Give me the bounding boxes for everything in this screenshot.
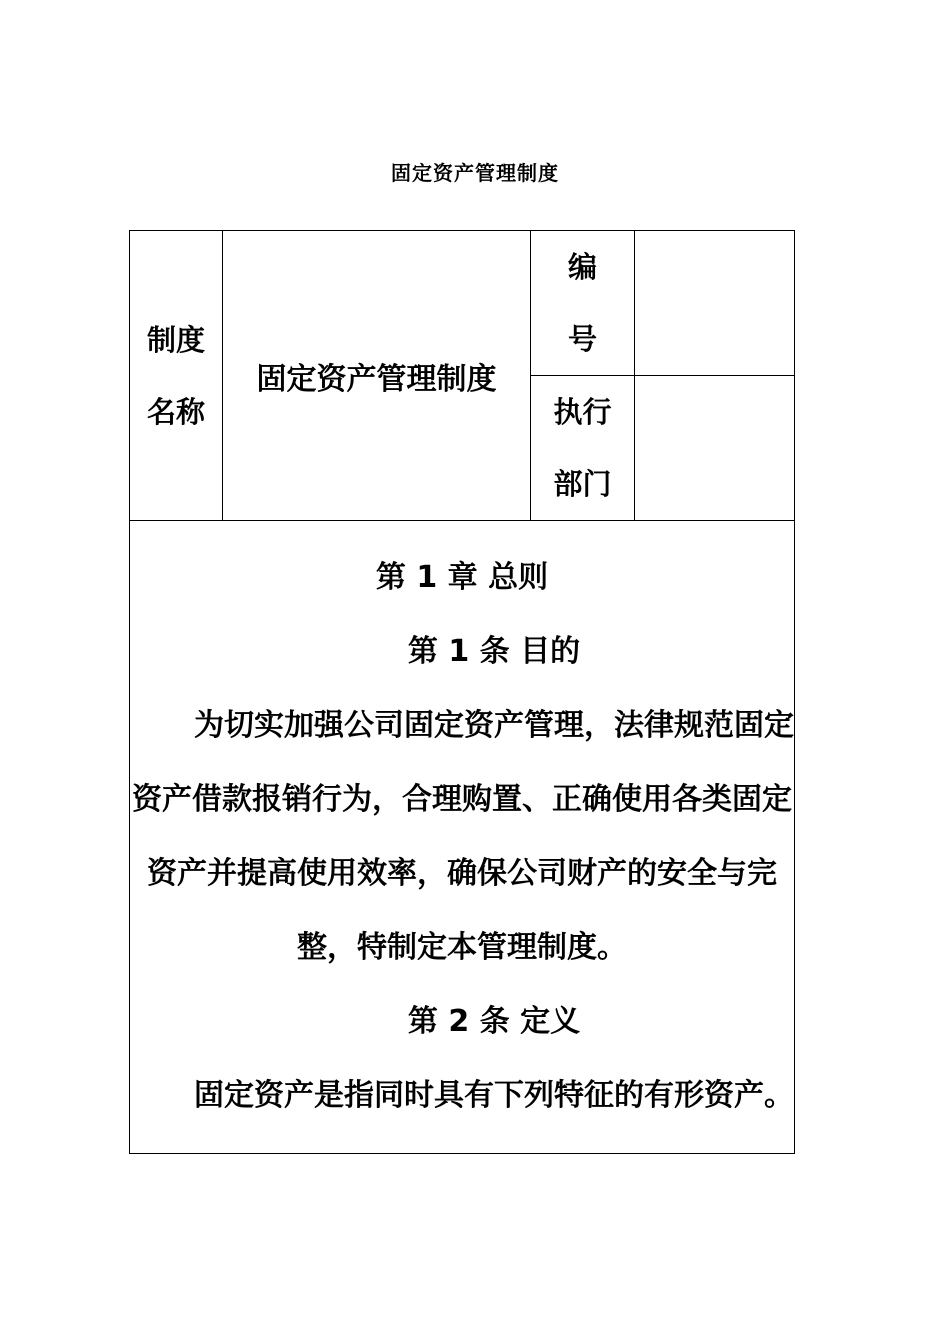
- article-2-heading: 第 2 条 定义: [407, 1004, 581, 1039]
- article-2-text: 固定资产是指同时具有下列特征的有形资产。: [194, 1078, 794, 1113]
- department-value-cell: [635, 376, 795, 521]
- chapter-heading: 第 1 章 总则: [375, 560, 549, 595]
- regulation-name-value: 固定资产管理制度: [223, 231, 531, 521]
- article-1-text: 为切实加强公司固定资产管理，法律规范固定资产借款报销行为，合理购置、正确使用各类固定资产并提高使用效率，确保公司财产的安全与完整，特制定本管理制度。: [132, 708, 794, 965]
- document-title: 固定资产管理制度: [391, 161, 559, 185]
- department-label-line1: 执行: [553, 395, 612, 429]
- regulation-body-cell: [130, 521, 795, 1154]
- department-label-cell: [531, 376, 635, 521]
- number-value-cell: [635, 231, 795, 376]
- article-1-heading: 第 1 条 目的: [407, 634, 581, 669]
- regulation-name-label-line1: 制度: [146, 322, 205, 357]
- number-label-line2: 号: [567, 322, 597, 356]
- number-label-line1: 编: [567, 250, 597, 284]
- regulation-name-label-line2: 名称: [146, 394, 205, 429]
- regulation-table: [129, 230, 795, 1154]
- regulation-name-label-cell: [130, 231, 223, 521]
- number-label-cell: [531, 231, 635, 376]
- department-label-line2: 部门: [553, 467, 612, 501]
